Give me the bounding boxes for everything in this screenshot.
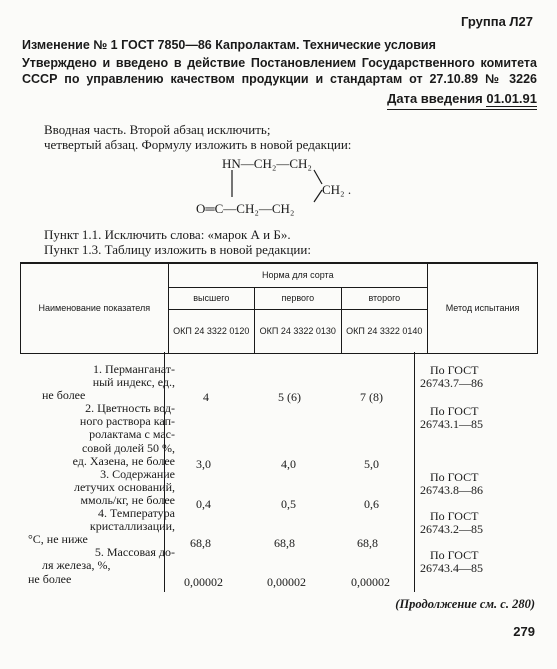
approval-line-1: Утверждено и введено в действие Постановлением Государственного комитета bbox=[22, 56, 537, 70]
row-5-name-3: не более bbox=[28, 571, 72, 586]
row-3-value-highest: 0,4 bbox=[196, 497, 211, 511]
row-5-name-1: 5. Массовая до- bbox=[94, 545, 175, 560]
row-4-value-highest: 68,8 bbox=[190, 536, 211, 550]
row-5-method-2: 26743.4—85 bbox=[420, 561, 483, 575]
effective-date-value: 01.01.91 bbox=[486, 91, 537, 106]
row-2-method-1: По ГОСТ bbox=[430, 404, 479, 418]
point-1-1: Пункт 1.1. Исключить слова: «марок А и Б». bbox=[44, 227, 291, 242]
row-3-name-3: ммоль/кг, не более bbox=[80, 492, 175, 507]
row-2-method-2: 26743.1—85 bbox=[420, 417, 483, 431]
row-5-method-1: По ГОСТ bbox=[430, 548, 479, 562]
row-5-value-first: 0,00002 bbox=[267, 575, 306, 589]
formula-row-1: HN—CH₂—CH₂ bbox=[222, 156, 312, 171]
row-5-value-second: 0,00002 bbox=[351, 575, 390, 589]
col-norm-header: Норма для сорта bbox=[168, 263, 428, 287]
row-1-value-highest: 4 bbox=[203, 390, 209, 404]
row-5-name-2: ля железа, %, bbox=[42, 558, 111, 573]
formula-row-3: O═C—CH₂—CH₂ bbox=[196, 201, 295, 216]
row-3-method-2: 26743.8—86 bbox=[420, 483, 483, 497]
row-1-method-1: По ГОСТ bbox=[430, 363, 479, 377]
row-1-name-3: не более bbox=[42, 388, 86, 403]
row-1-method-2: 26743.7—86 bbox=[420, 376, 483, 390]
group-label: Группа Л27 bbox=[460, 14, 533, 29]
continuation-note: (Продолжение см. с. 280) bbox=[395, 597, 535, 611]
effective-date bbox=[387, 91, 537, 106]
col-indicator-header: Наименование показателя bbox=[21, 263, 169, 353]
row-2-name-5: ед. Хазена, не более bbox=[72, 453, 175, 468]
row-3-method-1: По ГОСТ bbox=[430, 470, 479, 484]
code-first: ОКП 24 3322 0130 bbox=[255, 309, 342, 353]
col-method-header: Метод испытания bbox=[428, 263, 538, 353]
row-4-name-1: 4. Температура bbox=[98, 506, 175, 521]
row-1-value-second: 7 (8) bbox=[360, 390, 383, 404]
row-2-name-2: ного раствора кап- bbox=[79, 414, 175, 429]
row-1-method bbox=[420, 364, 530, 390]
code-highest: ОКП 24 3322 0120 bbox=[168, 309, 255, 353]
grade-highest: высшего bbox=[168, 287, 255, 309]
row-4-value-first: 68,8 bbox=[274, 536, 295, 550]
point-1-3: Пункт 1.3. Таблицу изложить в новой редакции: bbox=[44, 242, 311, 257]
row-1-value-first: 5 (6) bbox=[278, 390, 301, 404]
row-4-name-2: кристаллизации, bbox=[89, 519, 175, 534]
row-2-value-first: 4,0 bbox=[281, 457, 296, 471]
row-5-value-highest: 0,00002 bbox=[184, 575, 223, 589]
row-2-name-1: 2. Цветность вод- bbox=[85, 401, 175, 416]
row-1-name-2: ный индекс, ед., bbox=[92, 375, 175, 390]
approval-line-2: СССР по управлению качеством продукции и стандартам от 27.10.89 № 3226 bbox=[22, 72, 537, 86]
change-title: Изменение № 1 ГОСТ 7850—86 Капролактам. Технические условия bbox=[22, 38, 436, 52]
intro-line-1: Вводная часть. Второй абзац исключить; bbox=[44, 122, 271, 137]
row-3-name-1: 3. Содержание bbox=[100, 466, 175, 481]
row-2-value-highest: 3,0 bbox=[196, 457, 211, 471]
grade-first: первого bbox=[255, 287, 342, 309]
intro-line-2: четвертый абзац. Формулу изложить в новой редакции: bbox=[44, 137, 352, 152]
row-2-method bbox=[420, 405, 530, 431]
page-number: 279 bbox=[513, 624, 535, 639]
row-3-value-first: 0,5 bbox=[281, 497, 296, 511]
code-second: ОКП 24 3322 0140 bbox=[341, 309, 428, 353]
row-4-method-2: 26743.2—85 bbox=[420, 522, 483, 536]
row-4-name-3: °С, не ниже bbox=[28, 532, 88, 547]
row-5-method bbox=[420, 549, 530, 575]
row-2-name-3: ролактама с мас- bbox=[89, 427, 175, 442]
grade-second: второго bbox=[341, 287, 428, 309]
row-3-name-2: летучих оснований, bbox=[73, 479, 175, 494]
norm-table-header bbox=[20, 262, 538, 354]
formula-row-2: CH₂ . bbox=[322, 182, 352, 197]
row-2-name-4: совой долей 50 %, bbox=[81, 440, 175, 455]
date-rule bbox=[387, 109, 537, 110]
row-3-method bbox=[420, 471, 530, 497]
row-4-value-second: 68,8 bbox=[357, 536, 378, 550]
row-1-name-1: 1. Перманганат- bbox=[93, 362, 175, 376]
formula-bonds bbox=[180, 150, 340, 220]
effective-date-label: Дата введения bbox=[387, 91, 483, 106]
row-3-value-second: 0,6 bbox=[364, 497, 379, 511]
row-2-value-second: 5,0 bbox=[364, 457, 379, 471]
row-4-method-1: По ГОСТ bbox=[430, 509, 479, 523]
table-row bbox=[20, 363, 175, 586]
row-4-method bbox=[420, 510, 530, 536]
